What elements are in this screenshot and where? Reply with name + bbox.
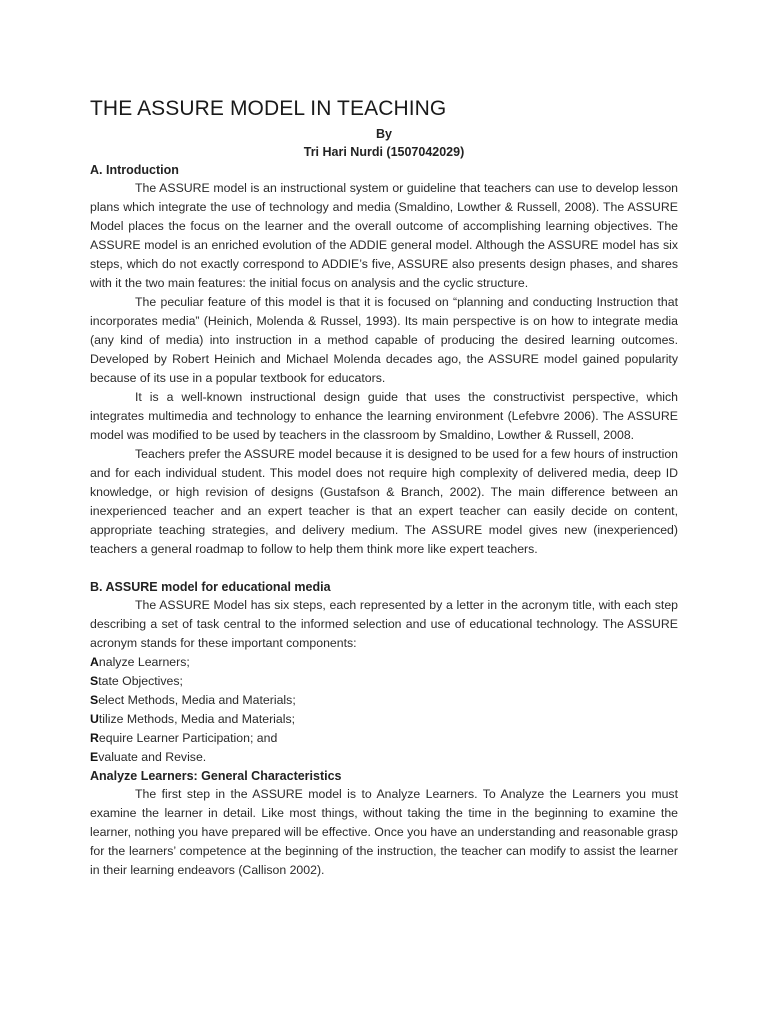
list-item — [90, 672, 678, 691]
spacer — [90, 559, 678, 578]
author-line: Tri Hari Nurdi (1507042029) — [303, 145, 465, 159]
list-item-letter: S — [90, 693, 99, 707]
list-item-text: elect Methods, Media and Materials; — [98, 693, 296, 707]
list-item-letter: A — [90, 655, 99, 669]
paragraph: It is a well-known instructional design guide that uses the constructivist perspective, which integrates multimedia and technology to enhance the learning environment (Lefebvre 2006). The ASSURE model was modified to be used by teachers in the classroom by Smaldino, Lowther & Russell, 2008. — [90, 390, 678, 442]
list-item-text: valuate and Revise. — [98, 750, 207, 764]
paragraph: The ASSURE model is an instructional system or guideline that teachers can use to develop lesson plans which integrate the use of technology and media (Smaldino, Lowther & Russell, 2008). The ASSURE Model places the focus on the learner and the overall outcome of accomplishing learning objectives. The ASSURE model is an enriched evolution of the ADDIE general model. Although the ASSURE model has six steps, which do not exactly correspond to ADDIE’s five, ASSURE also presents design phases, and shares with it the two main features: the initial focus on analysis and the cyclic structure. — [90, 181, 678, 290]
list-item-letter: S — [90, 674, 99, 688]
list-item-letter: R — [90, 731, 99, 745]
list-item — [90, 748, 678, 767]
byline: By — [376, 127, 392, 141]
list-item-letter: U — [90, 712, 99, 726]
list-item-letter: E — [90, 750, 99, 764]
paragraph: The peculiar feature of this model is that it is focused on “planning and conducting Instruction that incorporates media” (Heinich, Molenda & Russel, 1993). Its main perspective is on how to integrate media (any kind of media) into instruction in a method capable of producing the desired learning outcomes. Developed by Robert Heinich and Michael Molenda decades ago, the ASSURE model gained popularity because of its use in a popular textbook for educators. — [90, 295, 678, 385]
paragraph: Teachers prefer the ASSURE model because it is designed to be used for a few hours of instruction and for each individual student. This model does not require high complexity of delivered media, deep ID knowledge, or high revision of designs (Gustafson & Branch, 2002). The main difference between an inexperienced teacher and an expert teacher is that an expert teacher can easily decide on content, appropriate teaching strategies, and delivery medium. The ASSURE model gives new (inexperienced) teachers a general roadmap to follow to help them think more like expert teachers. — [90, 447, 678, 556]
section-heading-introduction: A. Introduction — [90, 163, 179, 177]
list-item — [90, 653, 678, 672]
list-item-text: equire Learner Participation; and — [98, 731, 278, 745]
components-list — [90, 653, 678, 767]
list-item-text: tate Objectives; — [98, 674, 183, 688]
section-heading-analyze-learners: Analyze Learners: General Characteristics — [90, 769, 342, 783]
list-item — [90, 729, 678, 748]
list-item-text: tilize Methods, Media and Materials; — [98, 712, 296, 726]
list-item — [90, 710, 678, 729]
document-title: THE ASSURE MODEL IN TEACHING — [90, 97, 447, 120]
paragraph: The ASSURE Model has six steps, each represented by a letter in the acronym title, with each step describing a set of task central to the informed selection and use of educational technology. The ASSURE acronym stands for these important components: — [90, 598, 678, 650]
paragraph: The first step in the ASSURE model is to Analyze Learners. To Analyze the Learners you must examine the learner in detail. Like most things, without taking the time in the beginning to examine the learner, nothing you have prepared will be effective. Once you have an understanding and reasonable grasp for the learners’ competence at the beginning of the instruction, the teacher can modify to assist the learner in their learning endeavors (Callison 2002). — [90, 787, 678, 877]
list-item — [90, 691, 678, 710]
section-heading-assure-model: B. ASSURE model for educational media — [90, 580, 331, 594]
document-body — [90, 95, 678, 880]
list-item-text: nalyze Learners; — [98, 655, 190, 669]
